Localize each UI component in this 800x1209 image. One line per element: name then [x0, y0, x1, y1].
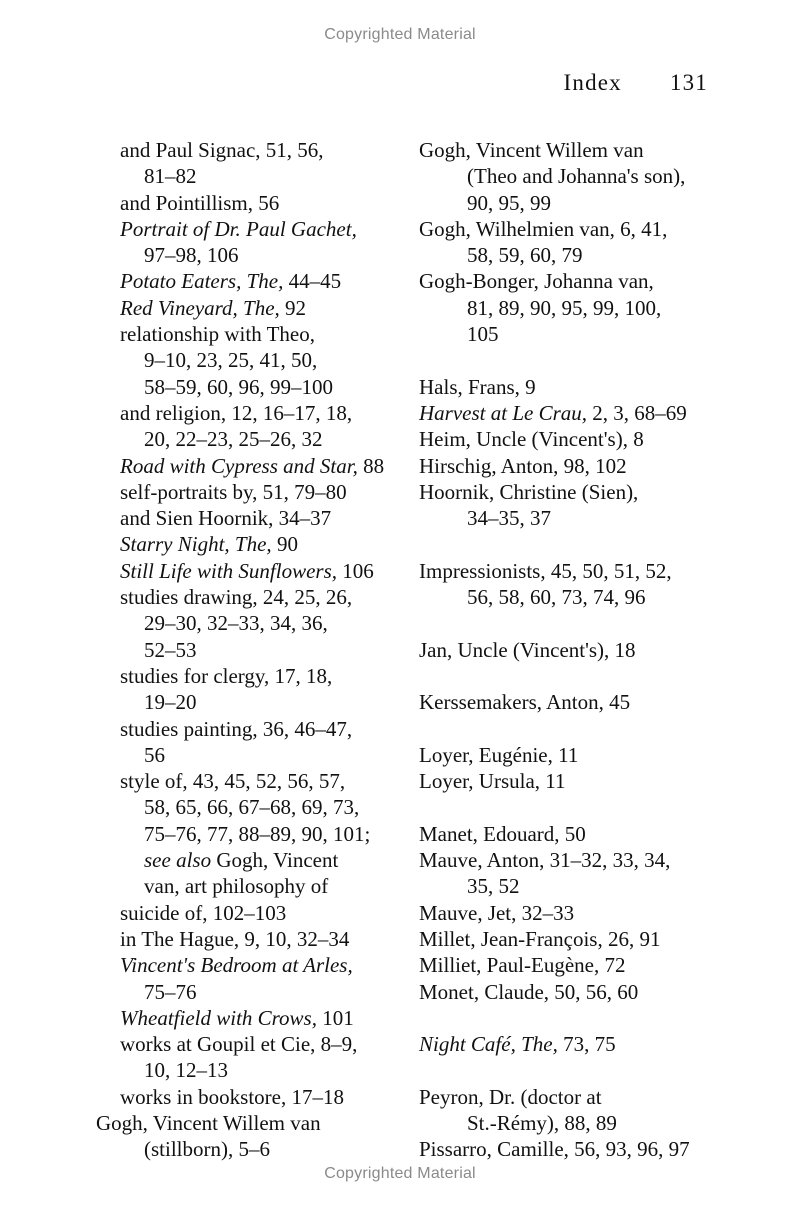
index-subentry: [419, 505, 739, 531]
index-subentry: [96, 1136, 406, 1162]
entry-text: self-portraits by, 51, 79–80: [120, 479, 347, 504]
index-subentry: [419, 321, 739, 347]
index-subentry: [96, 426, 406, 452]
index-subentry: [96, 268, 406, 294]
entry-text: Gogh, Vincent: [211, 848, 339, 873]
index-entry: [419, 926, 739, 952]
entry-text: Gogh, Wilhelmien van, 6, 41,: [419, 216, 668, 241]
index-entry: [419, 558, 739, 584]
entry-text: Gogh, Vincent Willem van: [419, 138, 644, 162]
entry-text: 90, 95, 99: [467, 190, 551, 215]
index-subentry: [96, 873, 406, 899]
index-subentry: [419, 190, 739, 216]
entry-text: 92: [279, 295, 307, 320]
index-subentry: [96, 900, 406, 926]
entry-text: 88: [357, 453, 385, 478]
entry-title-italic: Potato Eaters, The,: [120, 269, 284, 294]
entry-text: 58, 59, 60, 79: [467, 243, 583, 268]
entry-gap: [419, 347, 739, 373]
entry-text: Gogh-Bonger, Johanna van,: [419, 269, 654, 294]
index-entry: [419, 453, 739, 479]
entry-text: 81–82: [144, 164, 197, 189]
index-subentry: [96, 716, 406, 742]
entry-text: Heim, Uncle (Vincent's), 8: [419, 427, 644, 452]
entry-text: 90: [271, 532, 298, 557]
entry-gap: [419, 794, 739, 820]
index-subentry: [96, 137, 406, 163]
entry-text: 52–53: [144, 637, 197, 662]
index-subentry: [96, 295, 406, 321]
entry-text: Gogh, Vincent Willem van: [96, 1110, 321, 1135]
entry-text: 97–98, 106: [144, 243, 239, 268]
entry-text: 19–20: [144, 690, 197, 715]
entry-title-italic: Red Vineyard, The,: [120, 295, 280, 320]
entry-title-italic: Night Café, The,: [419, 1032, 558, 1057]
index-subentry: [96, 847, 406, 873]
entry-text: Hals, Frans, 9: [419, 374, 536, 399]
entry-text: works at Goupil et Cie, 8–9,: [120, 1032, 358, 1057]
index-subentry: [96, 531, 406, 557]
index-entry: [419, 742, 739, 768]
index-subentry: [96, 479, 406, 505]
index-entry: [419, 1031, 739, 1057]
entry-text: 105: [467, 322, 499, 347]
index-subentry: [96, 689, 406, 715]
entry-title-italic: Still Life with Sunflowers,: [120, 558, 338, 583]
entry-text: 29–30, 32–33, 34, 36,: [144, 611, 328, 636]
watermark-bottom: Copyrighted Material: [324, 1165, 476, 1182]
running-header: [564, 70, 708, 96]
index-subentry: [419, 873, 739, 899]
entry-text: style of, 43, 45, 52, 56, 57,: [120, 769, 346, 794]
index-subentry: [96, 1084, 406, 1110]
index-subentry: [96, 584, 406, 610]
entry-gap: [419, 531, 739, 557]
index-subentry: [96, 190, 406, 216]
entry-text: Mauve, Anton, 31–32, 33, 34,: [419, 848, 671, 873]
page-number: 131: [669, 70, 708, 95]
index-subentry: [96, 1005, 406, 1031]
index-entry: [419, 137, 739, 163]
index-column-left: [96, 137, 406, 1163]
entry-text: Loyer, Eugénie, 11: [419, 742, 579, 767]
index-subentry: [96, 610, 406, 636]
index-entry: [419, 374, 739, 400]
index-entry: [419, 1136, 739, 1162]
index-entry: [419, 768, 739, 794]
entry-gap: [419, 663, 739, 689]
entry-title-italic: see also: [144, 848, 212, 873]
entry-text: 81, 89, 90, 95, 99, 100,: [467, 295, 662, 320]
entry-text: suicide of, 102–103: [120, 900, 287, 925]
entry-text: 44–45: [283, 269, 342, 294]
index-subentry: [96, 926, 406, 952]
entry-text: 56, 58, 60, 73, 74, 96: [467, 585, 646, 610]
entry-title-italic: Road with Cypress and Star,: [120, 453, 358, 478]
entry-title-italic: Portrait of Dr. Paul Gachet,: [120, 216, 357, 241]
entry-text: Loyer, Ursula, 11: [419, 769, 566, 794]
index-entry: [419, 952, 739, 978]
index-subentry: [419, 242, 739, 268]
index-entry: [419, 216, 739, 242]
entry-text: 9–10, 23, 25, 41, 50,: [144, 348, 318, 373]
entry-text: Impressionists, 45, 50, 51, 52,: [419, 558, 672, 583]
entry-text: (stillborn), 5–6: [144, 1137, 270, 1162]
header-title: Index: [563, 70, 622, 95]
index-subentry: [96, 768, 406, 794]
index-entry: [419, 400, 739, 426]
entry-title-italic: Vincent's Bedroom at Arles,: [120, 953, 353, 978]
entry-text: (Theo and Johanna's son),: [467, 164, 686, 189]
index-entry: [419, 426, 739, 452]
entry-text: and Pointillism, 56: [120, 190, 280, 215]
entry-text: 10, 12–13: [144, 1058, 228, 1083]
entry-title-italic: Wheatfield with Crows,: [120, 1005, 317, 1030]
entry-text: Hirschig, Anton, 98, 102: [419, 453, 627, 478]
index-subentry: [96, 558, 406, 584]
entry-text: 35, 52: [467, 874, 520, 899]
watermark-top: Copyrighted Material: [324, 26, 476, 43]
entry-text: 73, 75: [557, 1032, 616, 1057]
entry-text: 75–76: [144, 979, 197, 1004]
index-subentry: [419, 584, 739, 610]
index-column-right: [419, 137, 739, 1163]
entry-text: Pissarro, Camille, 56, 93, 96, 97: [419, 1137, 690, 1162]
entry-text: 106: [337, 558, 374, 583]
index-entry: [419, 821, 739, 847]
index-subentry: [96, 1057, 406, 1083]
entry-gap: [419, 1057, 739, 1083]
entry-text: 101: [316, 1005, 354, 1030]
index-subentry: [96, 821, 406, 847]
entry-text: Jan, Uncle (Vincent's), 18: [419, 637, 636, 662]
entry-title-italic: Starry Night, The,: [120, 532, 272, 557]
index-subentry: [96, 453, 406, 479]
index-entry: [419, 637, 739, 663]
entry-text: 34–35, 37: [467, 506, 551, 531]
entry-text: 75–76, 77, 88–89, 90, 101;: [144, 821, 371, 846]
index-entry: [419, 479, 739, 505]
index-subentry: [419, 295, 739, 321]
index-subentry: [96, 321, 406, 347]
entry-text: and Paul Signac, 51, 56,: [120, 138, 324, 162]
entry-text: Mauve, Jet, 32–33: [419, 900, 575, 925]
index-subentry: [96, 505, 406, 531]
entry-text: Millet, Jean-François, 26, 91: [419, 926, 661, 951]
entry-text: studies drawing, 24, 25, 26,: [120, 585, 353, 610]
index-subentry: [419, 163, 739, 189]
index-subentry: [96, 347, 406, 373]
entry-text: St.-Rémy), 88, 89: [467, 1110, 617, 1135]
entry-text: 58, 65, 66, 67–68, 69, 73,: [144, 795, 360, 820]
entry-text: Manet, Edouard, 50: [419, 821, 586, 846]
entry-text: and Sien Hoornik, 34–37: [120, 506, 332, 531]
index-subentry: [96, 242, 406, 268]
index-subentry: [96, 637, 406, 663]
index-subentry: [96, 400, 406, 426]
index-subentry: [96, 163, 406, 189]
entry-text: 20, 22–23, 25–26, 32: [144, 427, 323, 452]
entry-text: works in bookstore, 17–18: [120, 1084, 344, 1109]
entry-text: Milliet, Paul-Eugène, 72: [419, 953, 626, 978]
entry-text: and religion, 12, 16–17, 18,: [120, 400, 353, 425]
index-subentry: [96, 216, 406, 242]
index-entry: [419, 268, 739, 294]
index-entry: [419, 847, 739, 873]
entry-text: 2, 3, 68–69: [587, 400, 687, 425]
index-entry: [419, 1084, 739, 1110]
index-subentry: [96, 1031, 406, 1057]
entry-text: studies painting, 36, 46–47,: [120, 716, 353, 741]
entry-gap: [419, 1005, 739, 1031]
entry-text: Hoornik, Christine (Sien),: [419, 479, 639, 504]
index-subentry: [96, 794, 406, 820]
index-entry: [419, 689, 739, 715]
entry-text: 56: [144, 742, 165, 767]
index-entry: [419, 979, 739, 1005]
index-entry: [96, 1110, 406, 1136]
entry-text: van, art philosophy of: [144, 874, 329, 899]
entry-text: Kerssemakers, Anton, 45: [419, 690, 631, 715]
entry-text: Peyron, Dr. (doctor at: [419, 1084, 602, 1109]
entry-text: studies for clergy, 17, 18,: [120, 663, 333, 688]
entry-title-italic: Harvest at Le Crau,: [419, 400, 587, 425]
index-subentry: [96, 374, 406, 400]
entry-text: 58–59, 60, 96, 99–100: [144, 374, 333, 399]
entry-text: Monet, Claude, 50, 56, 60: [419, 979, 639, 1004]
index-entry: [419, 900, 739, 926]
index-subentry: [96, 663, 406, 689]
entry-gap: [419, 716, 739, 742]
index-subentry: [96, 979, 406, 1005]
entry-gap: [419, 610, 739, 636]
entry-text: relationship with Theo,: [120, 322, 315, 347]
index-subentry: [96, 952, 406, 978]
index-subentry: [419, 1110, 739, 1136]
entry-text: in The Hague, 9, 10, 32–34: [120, 926, 350, 951]
index-subentry: [96, 742, 406, 768]
